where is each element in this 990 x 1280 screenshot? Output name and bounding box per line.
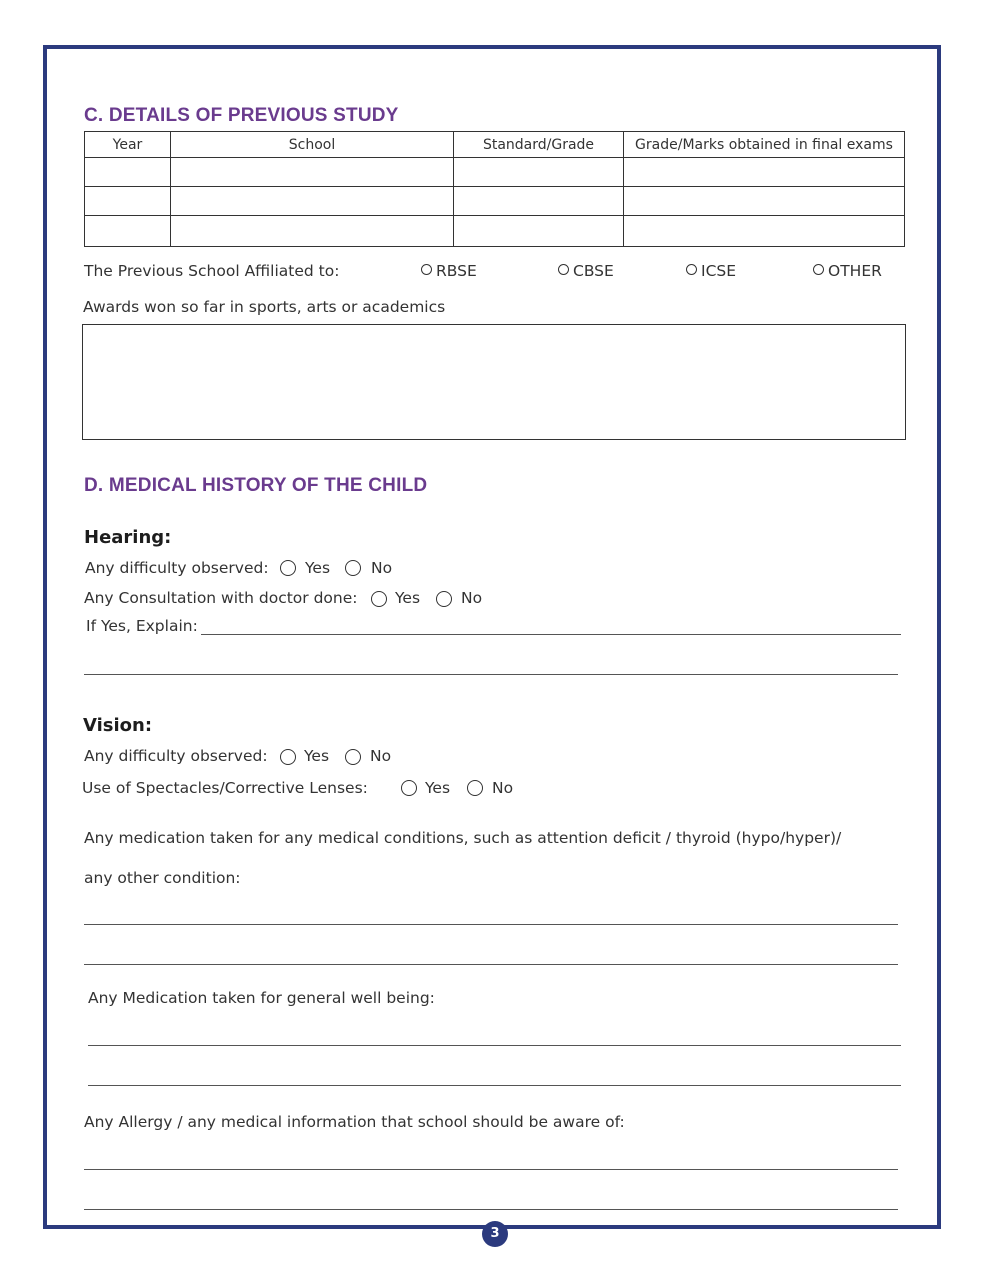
no-label: No: [492, 779, 514, 797]
medication-label-line-2: any other condition:: [84, 869, 241, 887]
radio-icse-icon[interactable]: [686, 264, 697, 275]
table-header-row: [85, 132, 905, 158]
radio-rbse-icon[interactable]: [421, 264, 432, 275]
cell-school[interactable]: [171, 158, 454, 187]
no-label: No: [370, 747, 392, 765]
page-number-badge: 3: [482, 1221, 508, 1247]
general-medication-line-1[interactable]: [88, 1045, 901, 1046]
no-label: No: [461, 589, 483, 607]
yes-label: Yes: [305, 559, 331, 577]
cell-year[interactable]: [85, 216, 171, 247]
medication-line-1[interactable]: [84, 924, 898, 925]
cell-marks[interactable]: [624, 187, 905, 216]
cell-standard[interactable]: [454, 187, 624, 216]
spectacles-label: Use of Spectacles/Corrective Lenses:: [82, 779, 368, 797]
hearing-explain-label: If Yes, Explain:: [86, 617, 198, 635]
option-rbse[interactable]: [421, 262, 477, 280]
hearing-consultation-no-radio[interactable]: [436, 591, 452, 607]
option-cbse-label: CBSE: [573, 262, 614, 280]
vision-heading: Vision:: [83, 715, 153, 736]
allergy-label: Any Allergy / any medical information that school should be aware of:: [84, 1113, 625, 1131]
cell-marks[interactable]: [624, 216, 905, 247]
spectacles-no-radio[interactable]: [467, 780, 483, 796]
column-header-marks: Grade/Marks obtained in final exams: [624, 132, 905, 158]
hearing-explain-line-2[interactable]: [84, 674, 898, 675]
cell-standard[interactable]: [454, 216, 624, 247]
section-c-title: C. DETAILS OF PREVIOUS STUDY: [84, 105, 399, 126]
affiliated-label: The Previous School Affiliated to:: [84, 262, 340, 280]
vision-difficulty-label: Any difficulty observed:: [84, 747, 268, 765]
option-rbse-label: RBSE: [436, 262, 477, 280]
awards-input-box[interactable]: [82, 324, 906, 440]
cell-school[interactable]: [171, 216, 454, 247]
hearing-explain-line-1[interactable]: [201, 634, 901, 635]
option-icse-label: ICSE: [701, 262, 737, 280]
previous-study-table: [84, 131, 905, 247]
no-label: No: [371, 559, 393, 577]
hearing-difficulty-yes-radio[interactable]: [280, 560, 296, 576]
hearing-heading: Hearing:: [84, 527, 172, 548]
medication-line-2[interactable]: [84, 964, 898, 965]
section-d-title: D. MEDICAL HISTORY OF THE CHILD: [84, 475, 428, 496]
option-other[interactable]: [813, 262, 882, 280]
radio-cbse-icon[interactable]: [558, 264, 569, 275]
cell-year[interactable]: [85, 187, 171, 216]
allergy-line-1[interactable]: [84, 1169, 898, 1170]
column-header-year: Year: [85, 132, 171, 158]
column-header-school: School: [171, 132, 454, 158]
allergy-line-2[interactable]: [84, 1209, 898, 1210]
vision-difficulty-no-radio[interactable]: [345, 749, 361, 765]
medication-label-line-1: Any medication taken for any medical conditions, such as attention deficit / thyroid (hypo/hyper)/: [84, 829, 842, 847]
hearing-difficulty-label: Any difficulty observed:: [85, 559, 269, 577]
table-row: [85, 187, 905, 216]
vision-difficulty-yes-radio[interactable]: [280, 749, 296, 765]
cell-year[interactable]: [85, 158, 171, 187]
column-header-standard: Standard/Grade: [454, 132, 624, 158]
table-row: [85, 158, 905, 187]
yes-label: Yes: [425, 779, 451, 797]
hearing-consultation-label: Any Consultation with doctor done:: [84, 589, 358, 607]
cell-school[interactable]: [171, 187, 454, 216]
yes-label: Yes: [395, 589, 421, 607]
table-row: [85, 216, 905, 247]
spectacles-yes-radio[interactable]: [401, 780, 417, 796]
awards-label: Awards won so far in sports, arts or academics: [83, 298, 446, 316]
hearing-consultation-yes-radio[interactable]: [371, 591, 387, 607]
hearing-difficulty-no-radio[interactable]: [345, 560, 361, 576]
option-cbse[interactable]: [558, 262, 614, 280]
general-medication-label: Any Medication taken for general well being:: [88, 989, 435, 1007]
cell-marks[interactable]: [624, 158, 905, 187]
radio-other-icon[interactable]: [813, 264, 824, 275]
cell-standard[interactable]: [454, 158, 624, 187]
option-icse[interactable]: [686, 262, 736, 280]
yes-label: Yes: [304, 747, 330, 765]
general-medication-line-2[interactable]: [88, 1085, 901, 1086]
option-other-label: OTHER: [828, 262, 882, 280]
